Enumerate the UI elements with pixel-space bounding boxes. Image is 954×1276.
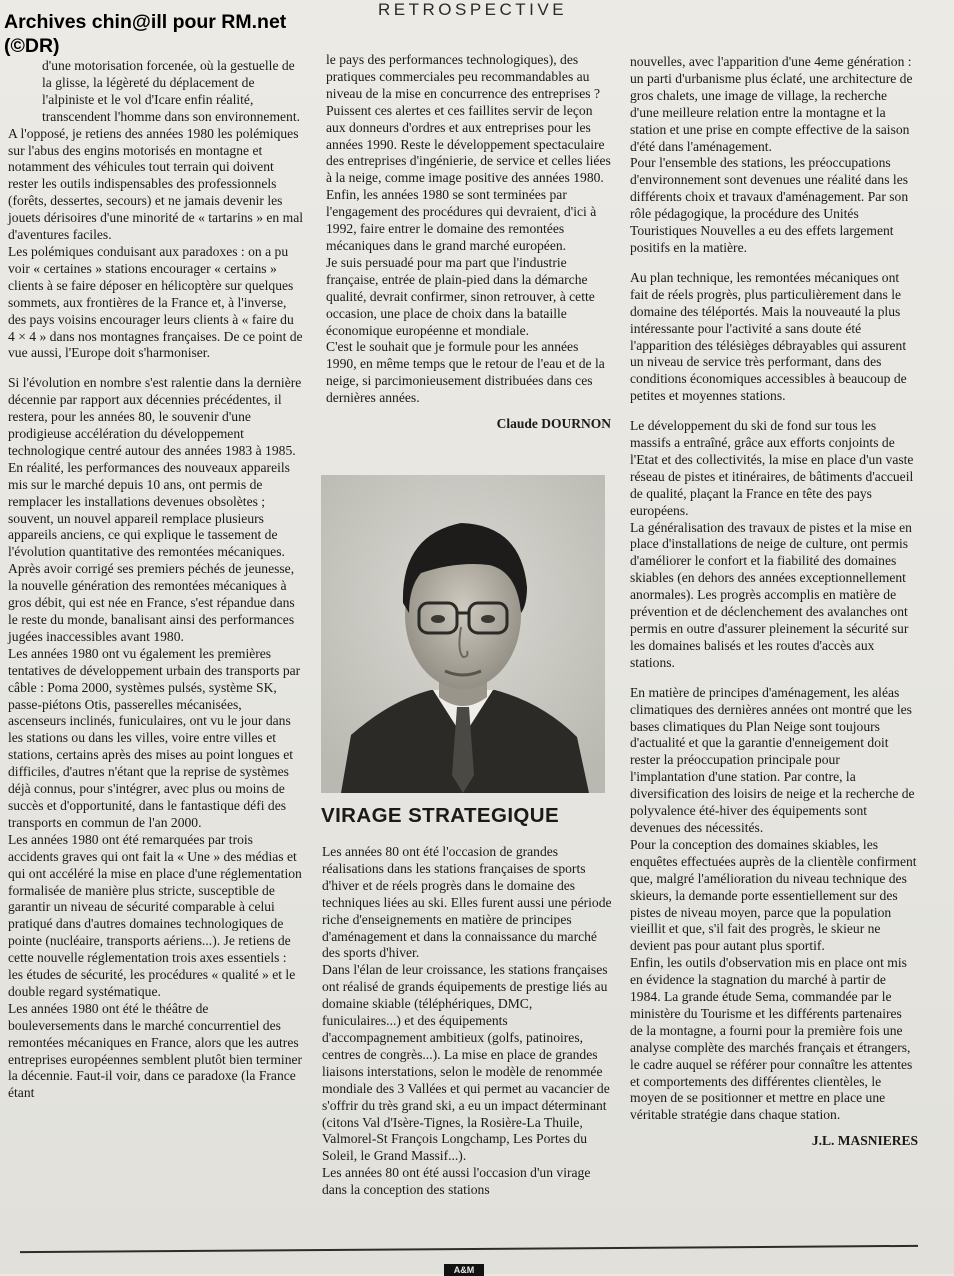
paragraph: Les années 1980 ont été le théâtre de bouleversements dans le marché concurrentiel des remontées mécaniques en France, alors que les autres entreprises européennes semblent plutôt bien terminer la décennie. Faut-il voir, dans ce paradoxe (la France étant: [8, 1000, 303, 1101]
paragraph: Les années 80 ont été l'occasion de grandes réalisations dans les stations françaises de sports d'hiver et de réels progrès dans le domaine des techniques liées au ski. Elles furent aussi une période riche d'enseignements en matière de principes d'aménagement et dans la connaissance du marché des sports d'hiver.: [322, 844, 612, 961]
paragraph: Enfin, les années 1980 se sont terminées par l'engagement des procédures qui devraient, d'ici à 1992, faire entrer le domaine des remontées mécaniques dans le grand marché européen.: [326, 187, 597, 253]
paragraph: Au plan technique, les remontées mécaniques ont fait de réels progrès, plus particulièrement dans le domaine des téléportés. Mais la nouveauté la plus intéressante pour l'activité a sans doute été l'apparition des télésièges débrayables qui assurent un niveau de service très performant, dans des conditions économiques accessibles à beaucoup de petites et moyennes stations.: [630, 269, 907, 404]
paragraph: nouvelles, avec l'apparition d'une 4eme génération : un parti d'urbanisme plus éclaté, une architecture de gros chalets, une image de village, la recherche d'une meilleure relation entre la montagne et la station et une prise en compte effective de la saison d'été dans l'aménagement.: [630, 54, 913, 154]
paragraph: Enfin, les outils d'observation mis en place ont mis en évidence la stagnation du marché à partir de 1984. La grande étude Sema, commandée par le ministère du Tourisme et les différents partenaires de la montagne, a fourni pour la première fois une analyse complète des marchés français et étrangers, le cadre auquel se référer pour connaître les attentes et comportements des différentes clientèles, le moyen de se positionner et mettre en place une véritable stratégie dans chaque station.: [630, 955, 913, 1123]
paragraph: Les années 80 ont été aussi l'occasion d'un virage dans la conception des stations: [322, 1165, 591, 1198]
footer-badge: A&M: [444, 1264, 484, 1276]
column-1: [8, 58, 303, 1102]
paragraph: Les polémiques conduisant aux paradoxes : on a pu voir « certaines » stations encourager « certains » clients à se faire déposer en hélicoptère sur quelques sommets, aux frontières de la France et, à l'inverse, des pays voisins encourager leurs clients à « faire du 4 × 4 » dans nos montagnes françaises. De ce point de vue aussi, l'Europe doit s'harmoniser.: [8, 243, 303, 361]
paragraph: Les années 1980 ont vu également les premières tentatives de développement urbain des transports par câble : Poma 2000, systèmes pulsés, système SK, passe-piétons Otis, passerelles mécanisées, ascenseurs inclinés, funiculaires, ont vu le jour dans les stations ou dans les villes, voire entre villes et stations, certains après des mises au point longues et difficiles, d'autres n'étant que la reprise de systèmes déjà connus, pour s'intégrer, avec plus ou moins de succès et d'opportunité, dans le fantastique défi des transports en commun de l'an 2000.: [8, 645, 301, 830]
column-2-bottom: [322, 844, 614, 1199]
author-signature-masnieres: J.L. MASNIERES: [811, 1133, 918, 1149]
archive-watermark: [4, 10, 286, 58]
column-2-top: [326, 52, 611, 433]
paragraph: En matière de principes d'aménagement, les aléas climatiques des dernières années ont montré que les bases climatiques du Plan Neige sont toujours d'actualité et que la garantie d'enneigement doit rester la préoccupation principale pour l'implantation d'une station. Par contre, la diversification des loisirs de neige et la recherche de polyvalence été-hiver des équipements sont devenues des nécessités.: [630, 684, 915, 835]
paragraph: C'est le souhait que je formule pour les années 1990, en même temps que le retour de l'eau et de la neige, si parcimonieusement distribuées dans ces dernières années.: [326, 339, 605, 406]
section-header: RETROSPECTIVE: [378, 0, 568, 19]
author-signature-dournon: Claude DOURNON: [496, 416, 611, 432]
paragraph: Dans l'élan de leur croissance, les stations françaises ont réalisé de grands équipements de prestige liés au domaine skiable (téléphériques, DMC, funiculaires...) et des équipements d'accompagnement ambitieux (golfs, patinoires, centres de congrès...). La mise en place de grandes liaisons interstations, selon le modèle de renommée mondiale des 3 Vallées et qui permet au vacancier de s'offrir du très grand ski, a eu un impact déterminant (citons Val d'Isère-Tignes, la Rosière-La Thuile, Valmorel-St François Longchamp, Les Portes du Soleil, le Grand Massif...).: [322, 962, 610, 1164]
article-headline: VIRAGE STRATEGIQUE: [321, 804, 560, 827]
paragraph: Le développement du ski de fond sur tous les massifs a entraîné, grâce aux efforts conjoints de l'Etat et des collectivités, la mise en place d'un vaste réseau de pistes et itinéraires, de bâtiments d'accueil de qualité, plaçant la France en tête des pays européens.: [630, 418, 914, 518]
paragraph: Je suis persuadé pour ma part que l'industrie française, entrée de plain-pied dans la démarche qualité, devrait confirmer, sinon retrouver, à cette occasion, une place de choix dans la bataille économique européenne et mondiale.: [326, 254, 595, 338]
paragraph: Après avoir corrigé ses premiers péchés de jeunesse, la nouvelle génération des remontées mécaniques à gros débit, qui est née en France, s'est répandue dans le reste du monde, banalisant ainsi des performances jugées inaccessibles avant 1980.: [8, 561, 295, 644]
paragraph: A l'opposé, je retiens des années 1980 les polémiques sur l'abus des engins motorisés en montagne et notamment des véhicules tout terrain qui doivent rester les outils indispensables des professionnels (forêts, dessertes, secours) et ne jamais devenir les jouets dérisoires d'une minorité de « tartarins » en mal d'aventures faciles.: [8, 125, 304, 243]
paragraph: Pour l'ensemble des stations, les préoccupations d'environnement sont devenues une réalité dans les différents choix et travaux d'aménagement. Par son rôle pédagogique, la procédure des Unités Touristiques Nouvelles a eu des effets largement positifs en la matière.: [630, 155, 909, 255]
paragraph: La généralisation des travaux de pistes et la mise en place d'installations de neige de culture, ont permis d'améliorer le confort et la fiabilité des domaines skiables (en dehors des années exceptionnellement anormales). Les progrès accomplis en matière de prévention et de déclenchement des avalanches ont permis en outre d'assurer pleinement la sécurité sur les domaines balisés et les routes d'accès aux stations.: [630, 519, 912, 670]
paragraph: En réalité, les performances des nouveaux appareils mis sur le marché depuis 10 ans, ont permis de remplacer les installations devenues obsolètes ; souvent, un nouvel appareil remplace plusieurs appareils anciens, ce qui explique le tassement de l'évolution quantitative des remontées mécaniques.: [8, 459, 290, 560]
column-3: [630, 54, 918, 1150]
paragraph: d'une motorisation forcenée, où la gestuelle de la glisse, la légèreté du déplacement de l'alpiniste et le vol d'Icare enfin réalité, transcendent l'homme dans son environnement.: [42, 58, 301, 124]
footer-rule: [20, 1245, 918, 1253]
paragraph: Si l'évolution en nombre s'est ralentie dans la dernière décennie par rapport aux décennies précédentes, il restera, pour les années 80, le souvenir d'une prodigieuse accélération du développement technologique centré autour des années 1983 à 1985.: [8, 375, 302, 458]
author-portrait-photo: [321, 475, 605, 793]
paragraph: Pour la conception des domaines skiables, les enquêtes effectuées auprès de la clientèle confirment que, malgré l'amélioration du niveau technique des skieurs, la demande porte essentiellement sur des pistes de niveau moyen, parce que la population vieillit et que, s'il fait des progrès, le skieur ne devient pas pour autant plus sportif.: [630, 836, 917, 954]
paragraph: Les années 1980 ont été remarquées par trois accidents graves qui ont fait la « Une » des médias et qui ont accéléré la mise en place d'une réglementation formalisée de manière plus stricte, susceptible de garantir un niveau de sécurité comparable à celui pratiqué dans d'autres domaines technologiques de pointe (nucléaire, transports aériens...). Je retiens de cette nouvelle réglementation trois axes essentiels : les études de sécurité, les procédures « qualité » et le double regard systématique.: [8, 831, 302, 999]
watermark-line-1: Archives chin@ill pour RM.net: [4, 11, 287, 33]
portrait-illustration: [321, 475, 605, 793]
watermark-line-2: (©DR): [4, 35, 60, 57]
paragraph: le pays des performances technologiques), des pratiques commerciales peu recommandables au niveau de la mise en concurrence des entreprises ? Puissent ces alertes et ces faillites servir de leçon aux donneurs d'ordres et aux entreprises pour les années 1990. Reste le développement spectaculaire des entreprises d'ingénierie, de service et celles liées à la neige, comme image positive des années 1980.: [326, 52, 611, 186]
